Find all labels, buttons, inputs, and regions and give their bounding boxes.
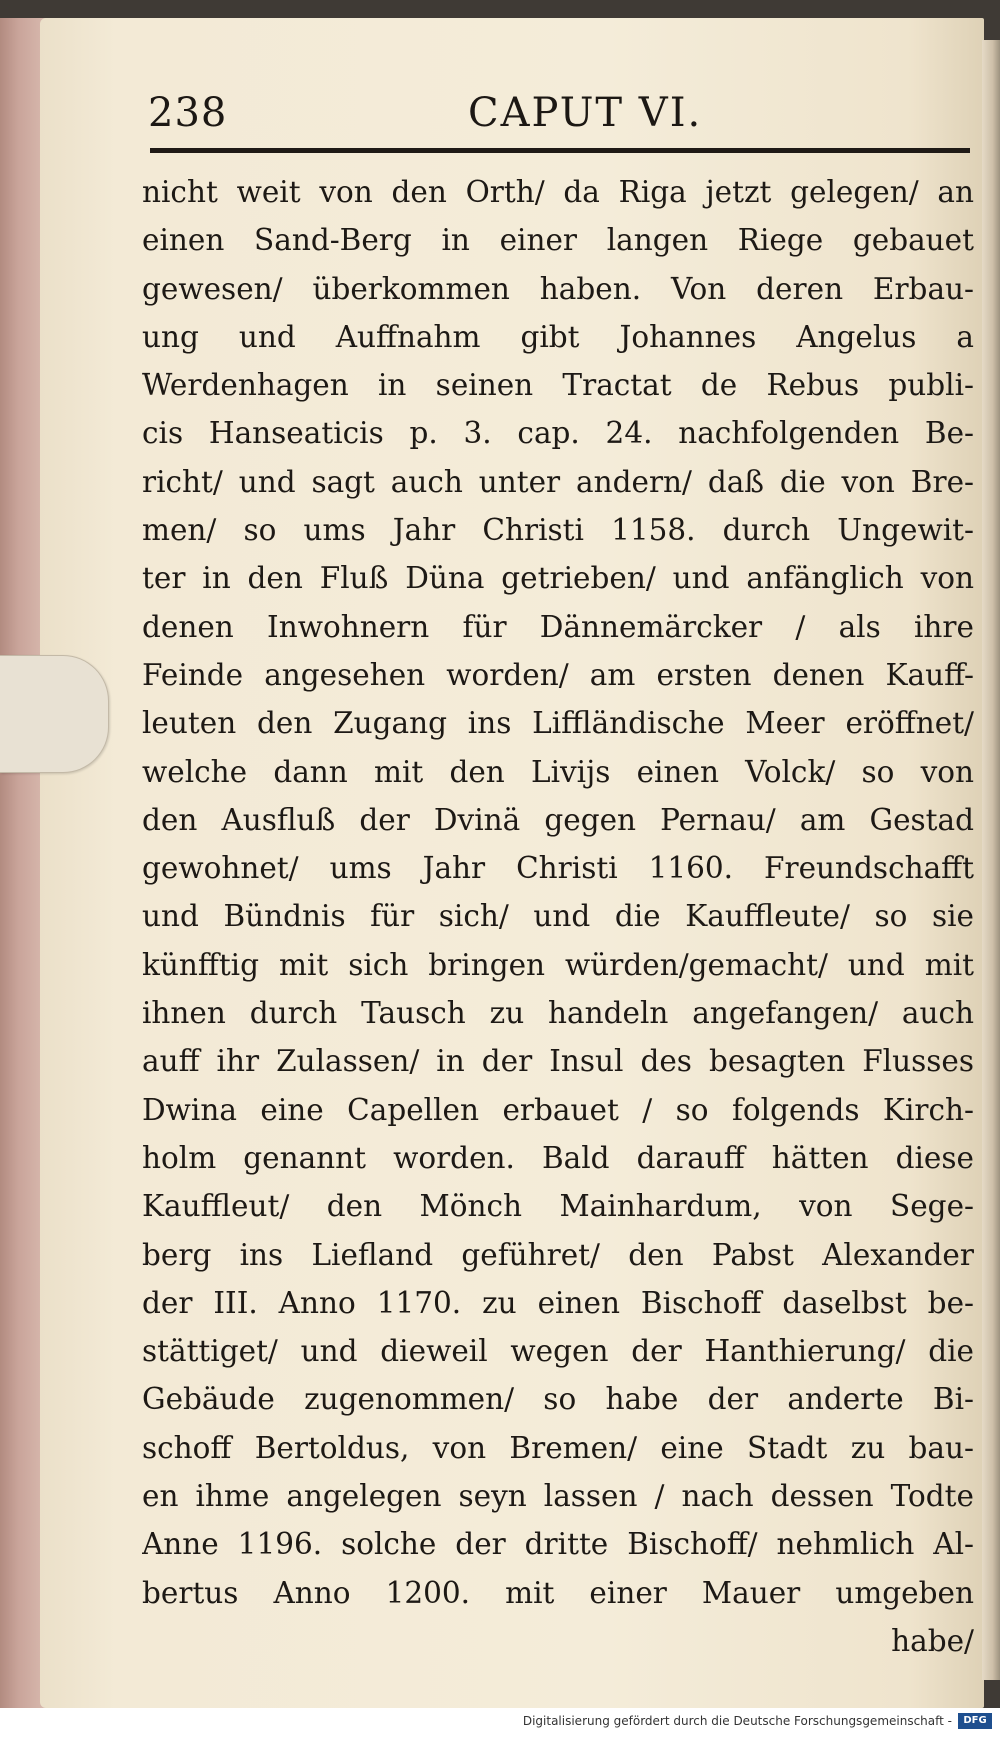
text-line: Kauffleut/ den Mönch Mainhardum, von Sege- — [142, 1189, 974, 1224]
text-line: Feinde angesehen worden/ am ersten denen Kauff- — [142, 657, 974, 692]
text-line: bertus Anno 1200. mit einer Mauer umgeben — [142, 1575, 974, 1610]
text-line: berg ins Liefland geführet/ den Pabst Alexander — [142, 1237, 974, 1272]
running-head — [148, 86, 963, 146]
text-line: ter in den Fluß Düna getrieben/ und anfänglich von — [142, 561, 974, 596]
text-line: auff ihr Zulassen/ in der Insul des besagten Flusses — [142, 1044, 974, 1079]
catchword: habe/ — [891, 1623, 974, 1658]
text-line: den Ausfluß der Dvinä gegen Pernau/ am Gestad — [142, 802, 974, 837]
right-page-edge — [982, 40, 1000, 1680]
text-line: Anne 1196. solche der dritte Bischoff/ nehmlich Al- — [142, 1527, 974, 1562]
text-line: Dwina eine Capellen erbauet / so folgends Kirch- — [142, 1092, 974, 1127]
text-line: ung und Auffnahm gibt Johannes Angelus a — [142, 319, 974, 354]
text-line: ihnen durch Tausch zu handeln angefangen/ auch — [142, 996, 974, 1031]
header-rule — [150, 148, 970, 153]
text-line: künfftig mit sich bringen würden/gemacht/ und mit — [142, 947, 974, 982]
chapter-title: CAPUT VI. — [468, 90, 703, 136]
text-line: richt/ und sagt auch unter andern/ daß die von Bre- — [142, 464, 974, 499]
text-line: welche dann mit den Livijs einen Volck/ so von — [142, 754, 974, 789]
text-line: leuten den Zugang ins Liffländische Meer eröffnet/ — [142, 706, 974, 741]
text-line: denen Inwohnern für Dännemärcker / als ihre — [142, 609, 974, 644]
text-line: der III. Anno 1170. zu einen Bischoff daselbst be- — [142, 1285, 974, 1320]
body-text — [142, 168, 974, 1665]
text-line: schoff Bertoldus, von Bremen/ eine Stadt zu bau- — [142, 1430, 974, 1465]
text-line: gewohnet/ ums Jahr Christi 1160. Freundschafft — [142, 851, 974, 886]
text-line: Gebäude zugenommen/ so habe der anderte Bi- — [142, 1382, 974, 1417]
text-line: gewesen/ überkommen haben. Von deren Erbau- — [142, 271, 974, 306]
text-line: holm genannt worden. Bald darauff hätten diese — [142, 1140, 974, 1175]
text-line: und Bündnis für sich/ und die Kauffleute/ so sie — [142, 899, 974, 934]
bookmark-tab — [0, 655, 109, 773]
text-line: einen Sand-Berg in einer langen Riege gebauet — [142, 223, 974, 258]
text-line: nicht weit von den Orth/ da Riga jetzt gelegen/ an — [142, 175, 974, 209]
digitization-credit: Digitalisierung gefördert durch die Deutsche Forschungsgemeinschaft - — [522, 1714, 952, 1728]
page-number: 238 — [148, 90, 228, 136]
text-line: men/ so ums Jahr Christi 1158. durch Ungewit- — [142, 513, 974, 548]
text-line: Werdenhagen in seinen Tractat de Rebus publi- — [142, 368, 974, 403]
dfg-logo: DFG — [958, 1713, 992, 1729]
text-line: cis Hanseaticis p. 3. cap. 24. nachfolgenden Be- — [142, 416, 974, 451]
text-line: stättiget/ und dieweil wegen der Hanthierung/ die — [142, 1334, 974, 1369]
text-line: en ihme angelegen seyn lassen / nach dessen Todte — [142, 1479, 974, 1514]
